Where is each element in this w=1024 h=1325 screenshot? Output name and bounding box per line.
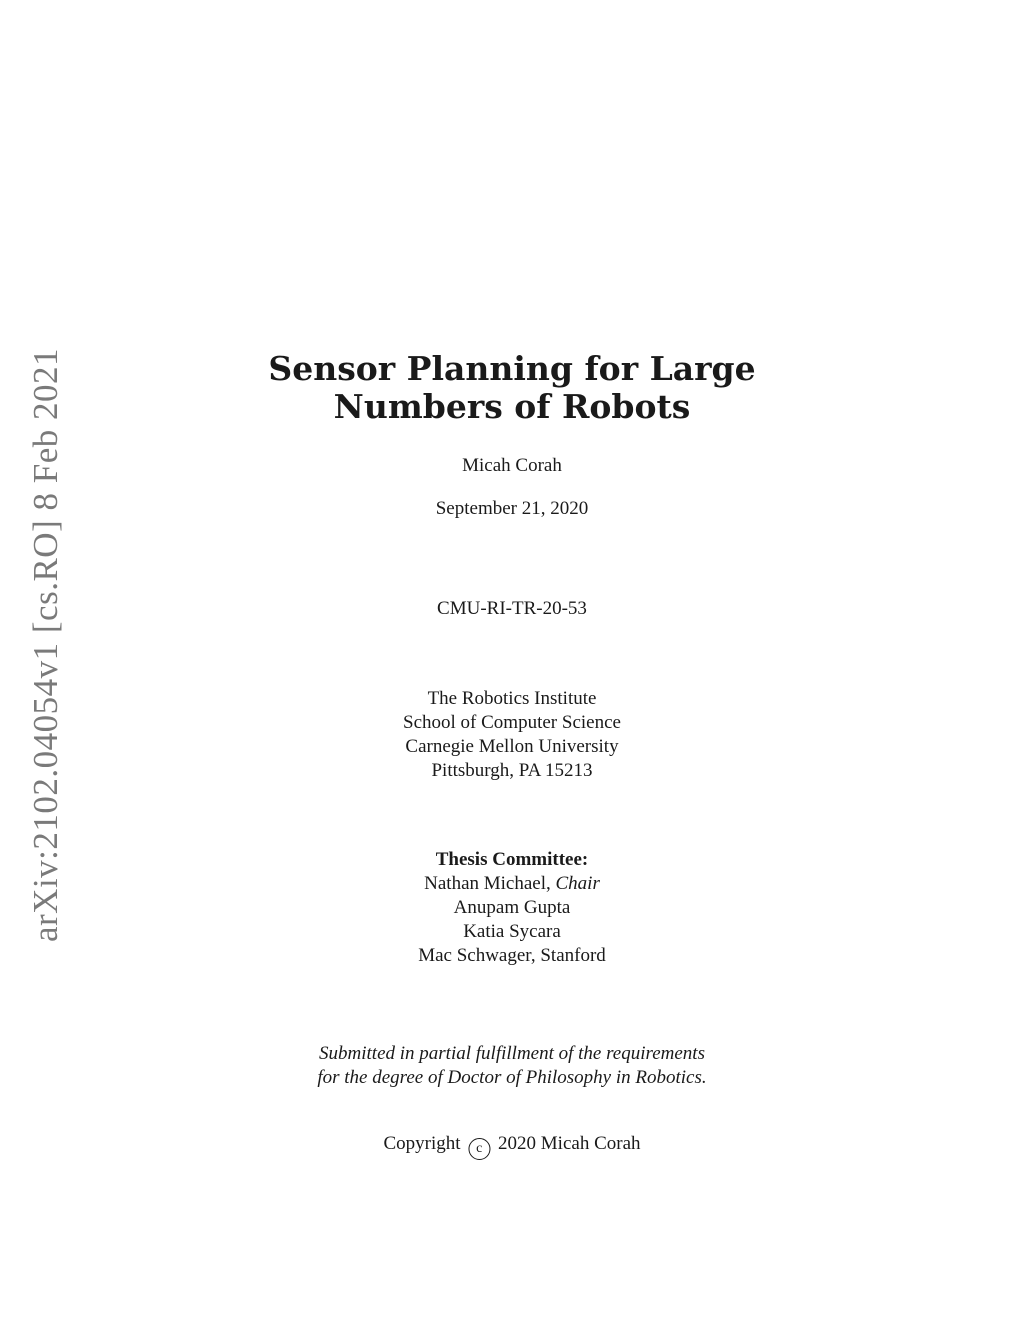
committee-member: Mac Schwager, Stanford bbox=[418, 945, 606, 966]
arxiv-identifier: arXiv:2102.04054v1 [cs.RO] 8 Feb 2021 bbox=[26, 347, 65, 943]
institution-address bbox=[403, 687, 621, 783]
copyright-notice bbox=[383, 1132, 640, 1160]
submission-line-2: for the degree of Doctor of Philosophy in Robotics. bbox=[317, 1067, 707, 1088]
copyright-suffix: 2020 Micah Corah bbox=[498, 1133, 641, 1154]
committee-heading: Thesis Committee: bbox=[435, 849, 589, 870]
report-number: CMU-RI-TR-20-53 bbox=[437, 598, 587, 619]
address-line: The Robotics Institute bbox=[427, 688, 597, 709]
address-line: School of Computer Science bbox=[403, 712, 621, 733]
thesis-date: September 21, 2020 bbox=[435, 498, 589, 519]
committee-chair bbox=[418, 872, 606, 896]
thesis-committee bbox=[418, 848, 606, 968]
committee-member: Katia Sycara bbox=[463, 921, 561, 942]
committee-member: Anupam Gupta bbox=[453, 897, 571, 918]
chair-name: Nathan Michael, bbox=[424, 873, 556, 894]
address-line: Carnegie Mellon University bbox=[405, 736, 619, 757]
copyright-symbol: c bbox=[468, 1138, 490, 1160]
title-line-2: Numbers of Robots bbox=[333, 387, 691, 426]
chair-role: Chair bbox=[555, 873, 600, 894]
title-line-1: Sensor Planning for Large bbox=[268, 349, 756, 388]
thesis-title bbox=[268, 350, 755, 426]
submission-statement bbox=[317, 1042, 706, 1090]
address-line: Pittsburgh, PA 15213 bbox=[431, 760, 593, 781]
copyright-prefix: Copyright bbox=[383, 1133, 461, 1154]
author-name: Micah Corah bbox=[462, 455, 562, 476]
submission-line-1: Submitted in partial fulfillment of the requirements bbox=[319, 1043, 705, 1064]
